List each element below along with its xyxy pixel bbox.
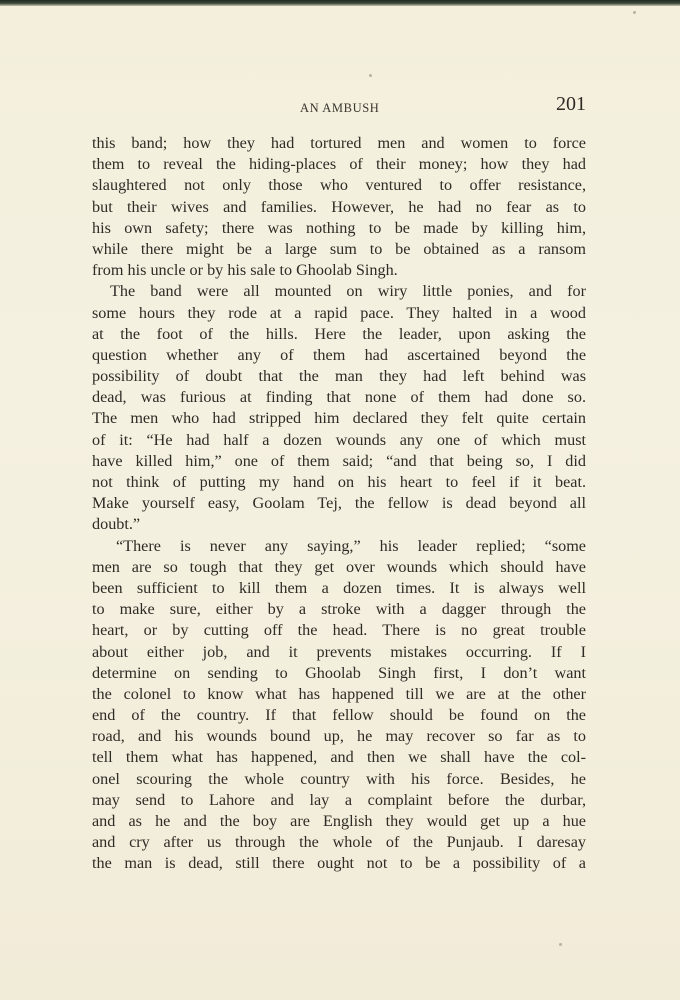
text-line: The band were all mounted on wiry little ponies, and for [110,282,586,301]
text-line: the man is dead, still there ought not to be a possibility of a [92,854,586,873]
text-line: about either job, and it prevents mistakes occurring. If I [92,642,586,661]
text-line: been sufficient to kill them a dozen times. It is always well [92,578,586,597]
text-line: at the foot of the hills. Here the leader, upon asking the [92,324,586,343]
text-line: not think of putting my hand on his heart to feel if it beat. [92,473,586,491]
page-number: 201 [556,93,586,115]
text-line: end of the country. If that fellow should be found on the [92,706,586,725]
text-line: heart, or by cutting off the head. There is no great trouble [92,621,586,640]
text-line: and cry after us through the whole of the Punjaub. I daresay [92,833,586,852]
page-top-edge [0,0,680,6]
page-header [92,93,588,121]
text-line: doubt.” [92,515,141,534]
text-line: have killed him,” one of them said; “and that being so, I did [92,451,586,470]
text-line: from his uncle or by his sale to Ghoolab Singh. [92,261,398,280]
text-line: determine on sending to Ghoolab Singh first, I don’t want [92,663,586,682]
text-line: them to reveal the hiding-places of their money; how they had [92,155,586,174]
text-line: may send to Lahore and lay a complaint before the durbar, [92,790,586,809]
text-line: to make sure, either by a stroke with a dagger through the [92,600,586,619]
text-line: but their wives and families. However, he had no fear as to [92,197,586,216]
text-line: slaughtered not only those who ventured to offer resistance, [92,176,586,195]
text-line: question whether any of them had ascertained beyond the [92,345,586,364]
text-line: men are so tough that they get over wounds which should have [92,557,586,576]
paper-speck [559,943,562,946]
text-line: some hours they rode at a rapid pace. They halted in a wood [92,303,586,322]
text-line: onel scouring the whole country with his force. Besides, he [92,769,586,788]
paper-speck [633,11,636,14]
text-line: Make yourself easy, Goolam Tej, the fellow is dead beyond all [92,494,586,513]
text-line: and as he and the boy are English they would get up a hue [92,812,586,830]
text-line: possibility of doubt that the man they had left behind was [92,367,586,386]
text-line: of it: “He had half a dozen wounds any one of which must [92,430,586,449]
paper-speck [369,74,372,77]
body-text [92,133,586,875]
text-line: dead, was furious at finding that none of them had done so. [92,388,586,407]
text-line: tell them what has happened, and then we shall have the col- [92,748,586,767]
text-line: The men who had stripped him declared they felt quite certain [92,409,586,428]
text-line: “There is never any saying,” his leader replied; “some [116,536,586,555]
text-line: road, and his wounds bound up, he may recover so far as to [92,727,586,746]
running-title: AN AMBUSH [300,101,380,115]
text-line: the colonel to know what has happened till we are at the other [92,684,586,703]
text-line: while there might be a large sum to be obtained as a ransom [92,239,586,258]
text-line: this band; how they had tortured men and women to force [92,134,586,152]
text-line: his own safety; there was nothing to be made by killing him, [92,218,586,237]
